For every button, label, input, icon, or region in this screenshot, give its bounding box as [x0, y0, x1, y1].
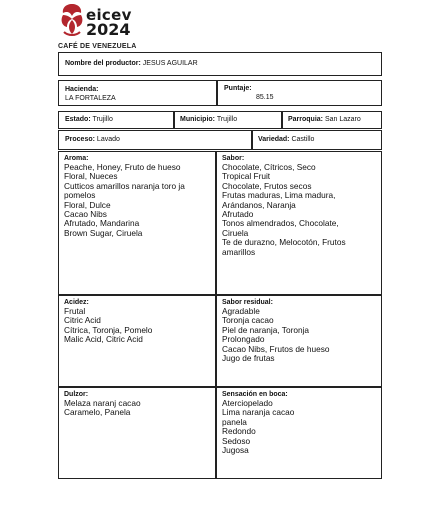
list-item: Chocolate, Frutos secos [222, 180, 312, 191]
brand-year: 2024 [86, 20, 131, 39]
list-item: Aterciopelado [222, 398, 273, 408]
score-cell [217, 80, 382, 106]
list-item: Tonos almendrados, Chocolate, [222, 218, 339, 229]
list-item: Cacao Nibs [64, 209, 107, 220]
farm-label: Hacienda: [65, 86, 99, 93]
aftertaste-label: Sabor residual: [222, 299, 273, 306]
list-item: Prolongado [222, 334, 265, 345]
list-item: amarillos [222, 246, 256, 257]
variety-cell [252, 130, 382, 150]
header-subtitle: CAFÉ DE VENEZUELA [58, 43, 137, 50]
sweetness-label: Dulzor: [64, 391, 89, 398]
list-item: Melaza naranj cacao [64, 398, 141, 408]
process-value: Lavado [96, 136, 120, 143]
sweetness-cell [58, 387, 216, 479]
farm-value: LA FORTALEZA [65, 95, 116, 102]
producer-label: Nombre del productor: [65, 60, 141, 67]
coffee-flower-icon [58, 2, 86, 42]
list-item: Ciruela [222, 227, 249, 238]
score-label: Puntaje: [224, 85, 252, 92]
parish-label: Parroquia: [288, 116, 324, 123]
list-item: Te de durazno, Melocotón, Frutos [222, 237, 346, 248]
municipality-label: Municipio: [180, 116, 215, 123]
list-item: Agradable [222, 306, 260, 316]
variety-value: Castillo [291, 136, 315, 143]
producer-cell [58, 52, 382, 76]
list-item: Piel de naranja, Toronja [222, 324, 310, 335]
list-item: Toronja cacao [222, 315, 274, 326]
list-item: Afrutado, Mandarina [64, 218, 140, 229]
state-value: Trujillo [92, 116, 113, 123]
list-item: Cítrica, Toronja, Pomelo [64, 324, 153, 335]
aftertaste-cell [216, 295, 382, 387]
mouthfeel-list [222, 399, 379, 455]
parish-value: San Lazaro [324, 116, 361, 123]
list-item: Frutal [64, 306, 86, 316]
brand-name: eicev [86, 6, 132, 24]
brand-block [86, 8, 132, 38]
list-item: panela [222, 416, 247, 427]
list-item: Sedoso [222, 435, 251, 446]
process-label: Proceso: [65, 136, 95, 143]
farm-cell [58, 80, 217, 106]
list-item: Peache, Honey, Fruto de hueso [64, 162, 181, 172]
list-item: pomelos [64, 190, 96, 201]
list-item: Citric Acid [64, 315, 101, 326]
flavor-list [222, 163, 379, 257]
acidity-cell [58, 295, 216, 387]
flavor-label: Sabor: [222, 155, 245, 162]
municipality-cell [174, 111, 282, 129]
list-item: Tropical Fruit [222, 171, 271, 182]
municipality-value: Trujillo [216, 116, 238, 123]
list-item: Cutticos amarillos naranja toro ja [64, 180, 185, 191]
list-item: Brown Sugar, Ciruela [64, 227, 143, 238]
score-value: 85.15 [256, 94, 274, 101]
list-item: Arándanos, Naranja [222, 199, 296, 210]
sweetness-list [64, 399, 213, 418]
list-item: Chocolate, Cítricos, Seco [222, 162, 316, 172]
state-cell [58, 111, 174, 129]
producer-value: JESUS AGUILAR [142, 60, 198, 67]
list-item: Redondo [222, 426, 256, 437]
list-item: Jugosa [222, 445, 249, 456]
list-item: Jugo de frutas [222, 353, 275, 364]
state-label: Estado: [65, 116, 91, 123]
aroma-label: Aroma: [64, 155, 89, 162]
list-item: Caramelo, Panela [64, 407, 131, 418]
flavor-cell [216, 151, 382, 295]
acidity-list [64, 307, 213, 345]
aroma-cell [58, 151, 216, 295]
list-item: Frutas maduras, Lima madura, [222, 190, 336, 201]
list-item: Floral, Nueces [64, 171, 118, 182]
list-item: Cacao Nibs, Frutos de hueso [222, 343, 330, 354]
process-cell [58, 130, 252, 150]
list-item: Malic Acid, Citric Acid [64, 334, 143, 345]
mouthfeel-label: Sensación en boca: [222, 391, 288, 398]
aroma-list [64, 163, 213, 238]
list-item: Lima naranja cacao [222, 407, 295, 418]
list-item: Afrutado [222, 209, 254, 220]
variety-label: Variedad: [258, 136, 290, 143]
list-item: Floral, Dulce [64, 199, 111, 210]
parish-cell [282, 111, 382, 129]
acidity-label: Acidez: [64, 299, 89, 306]
aftertaste-list [222, 307, 379, 363]
mouthfeel-cell [216, 387, 382, 479]
